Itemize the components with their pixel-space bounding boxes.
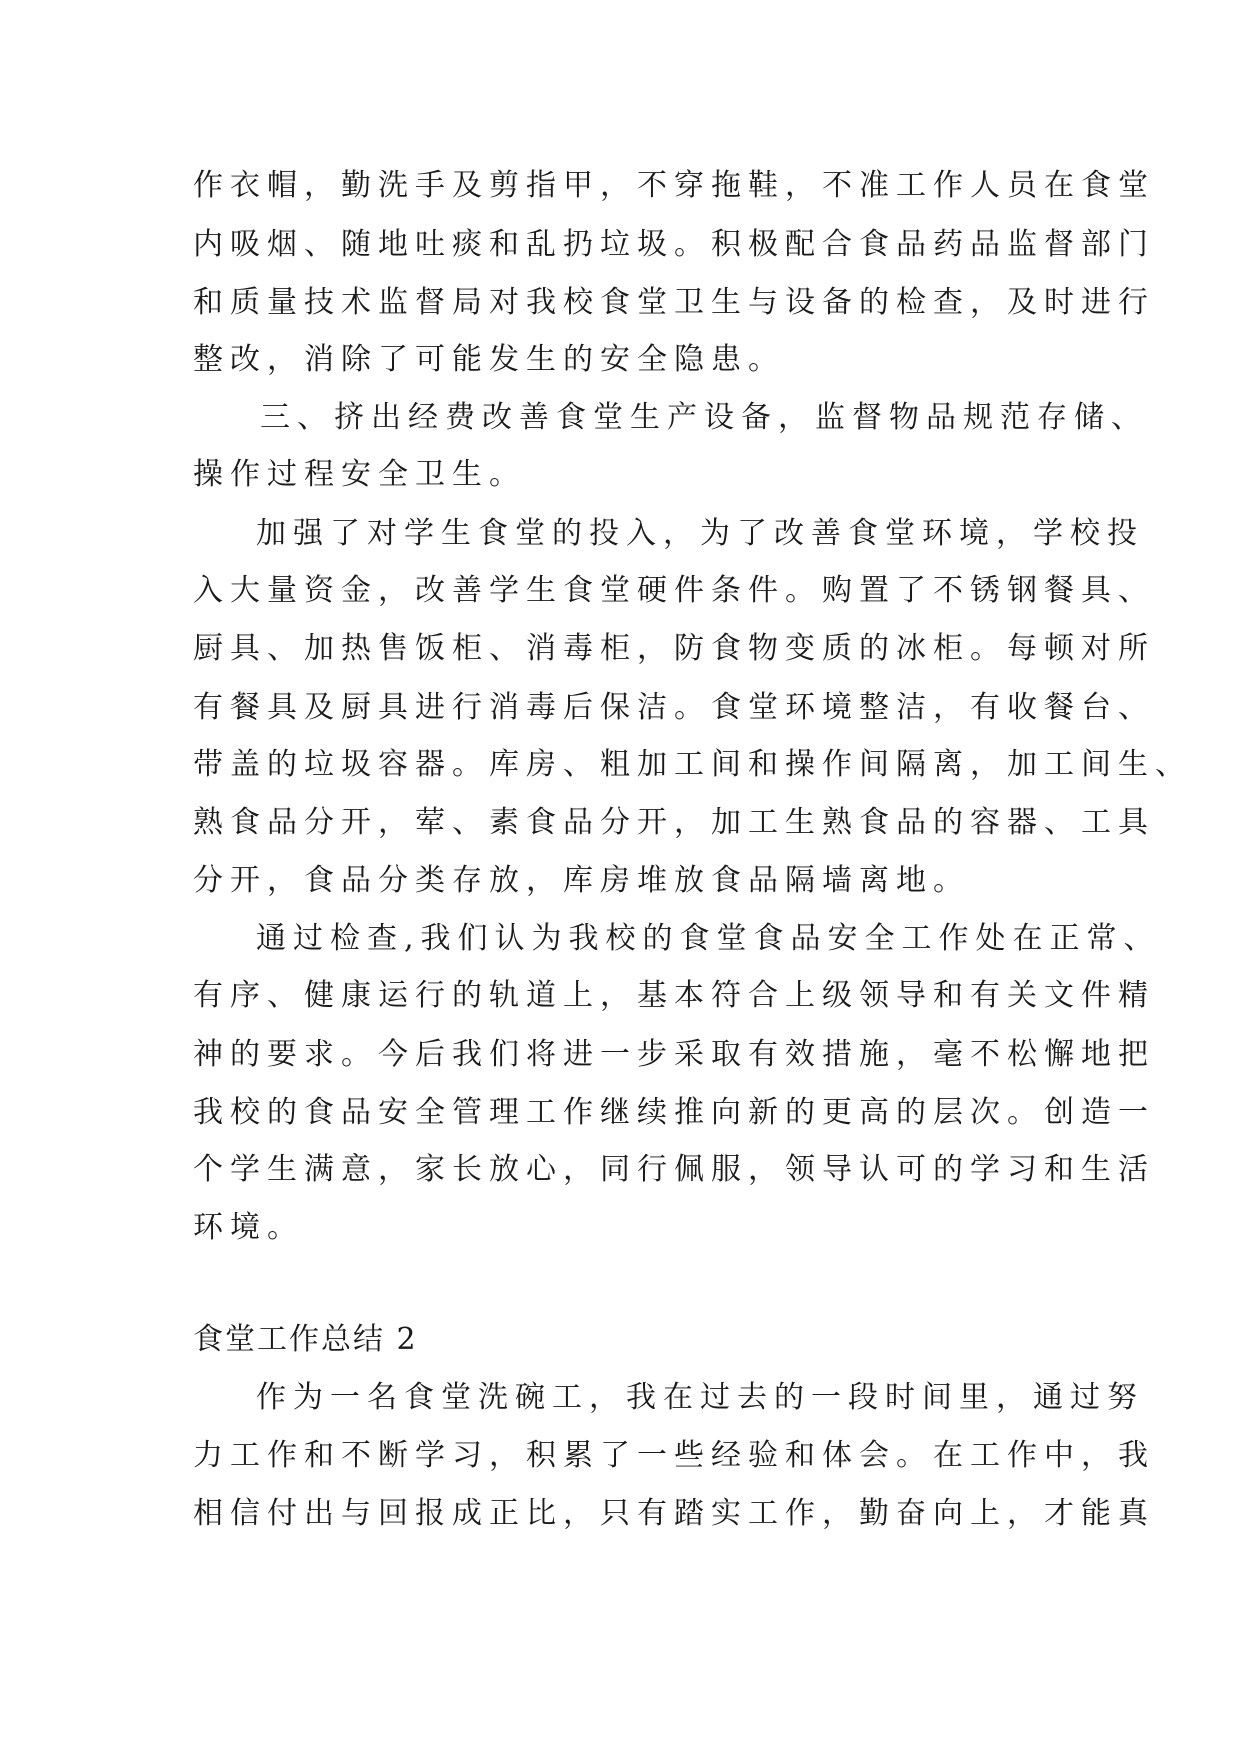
paragraph-first-line: 作为一名食堂洗碗工，我在过去的一段时间里，通过努 — [256, 1380, 1144, 1415]
body-text-line: 有序、健康运行的轨道上，基本符合上级领导和有关文件精 — [193, 978, 1155, 1013]
paragraph-first-line: 通过检查,我们认为我校的食堂食品安全工作处在正常、 — [256, 921, 1161, 956]
body-text-line: 熟食品分开，荤、素食品分开，加工生熟食品的容器、工具 — [193, 805, 1155, 840]
paragraph-first-line: 加强了对学生食堂的投入，为了改善食堂环境，学校投 — [256, 516, 1144, 551]
body-text-line: 相信付出与回报成正比，只有踏实工作，勤奋向上，才能真 — [193, 1496, 1155, 1531]
body-text-line: 环境。 — [193, 1210, 304, 1245]
body-text-line: 神的要求。今后我们将进一步采取有效措施，毫不松懈地把 — [193, 1037, 1155, 1072]
body-text-line: 带盖的垃圾容器。库房、粗加工间和操作间隔离，加工间生、 — [193, 747, 1192, 782]
section-title: 食堂工作总结 2 — [193, 1322, 418, 1357]
body-text-line: 有餐具及厨具进行消毒后保洁。食堂环境整洁，有收餐台、 — [193, 690, 1155, 725]
body-text-line: 厨具、加热售饭柜、消毒柜，防食物变质的冰柜。每顿对所 — [193, 631, 1155, 666]
body-text-line: 和质量技术监督局对我校食堂卫生与设备的检查，及时进行 — [193, 285, 1155, 320]
body-text-line: 力工作和不断学习，积累了一些经验和体会。在工作中，我 — [193, 1438, 1155, 1473]
body-text-line: 入大量资金，改善学生食堂硬件条件。购置了不锈钢餐具、 — [193, 573, 1155, 608]
body-text-line: 操作过程安全卫生。 — [193, 457, 526, 492]
body-text-line: 内吸烟、随地吐痰和乱扔垃圾。积极配合食品药品监督部门 — [193, 227, 1155, 262]
body-text-line: 整改，消除了可能发生的安全隐患。 — [193, 342, 785, 377]
body-text-line: 作衣帽，勤洗手及剪指甲，不穿拖鞋，不准工作人员在食堂 — [193, 168, 1155, 203]
body-text-line: 个学生满意，家长放心，同行佩服，领导认可的学习和生活 — [193, 1152, 1155, 1187]
body-text-line: 我校的食品安全管理工作继续推向新的更高的层次。创造一 — [193, 1095, 1155, 1130]
body-text-line: 分开，食品分类存放，库房堆放食品隔墙离地。 — [193, 863, 970, 898]
section-heading-three: 三、挤出经费改善食堂生产设备，监督物品规范存储、 — [260, 400, 1148, 435]
